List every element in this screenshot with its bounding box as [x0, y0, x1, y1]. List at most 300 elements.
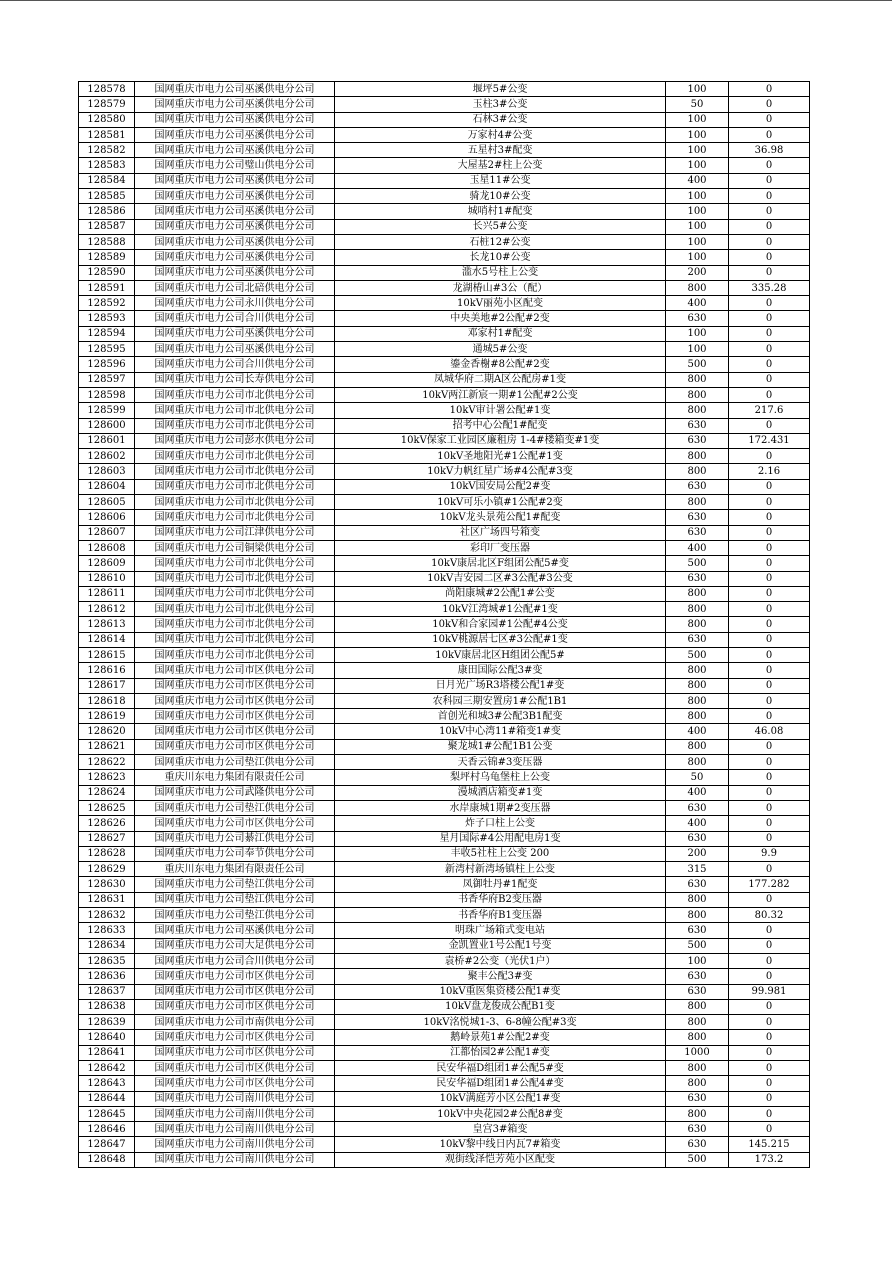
table-row [79, 173, 810, 188]
transformer-name-cell: 书香华府B1变压器 [335, 908, 666, 923]
row-id-cell: 128615 [79, 647, 135, 662]
table-row [79, 617, 810, 632]
capacity-cell: 100 [666, 82, 729, 97]
table-row [79, 969, 810, 984]
table-row [79, 877, 810, 892]
transformer-name-cell: 通城5#公变 [335, 342, 666, 357]
value-cell: 0 [729, 1045, 810, 1060]
capacity-cell: 630 [666, 984, 729, 999]
company-cell: 国网重庆市电力公司市北供电分公司 [135, 571, 335, 586]
capacity-cell: 800 [666, 1061, 729, 1076]
capacity-cell: 800 [666, 678, 729, 693]
row-id-cell: 128642 [79, 1061, 135, 1076]
company-cell: 国网重庆市电力公司武隆供电分公司 [135, 785, 335, 800]
value-cell: 0 [729, 479, 810, 494]
capacity-cell: 100 [666, 127, 729, 142]
capacity-cell: 400 [666, 540, 729, 555]
value-cell: 145.215 [729, 1137, 810, 1152]
value-cell: 0 [729, 632, 810, 647]
table-row [79, 1122, 810, 1137]
company-cell: 国网重庆市电力公司市区供电分公司 [135, 1061, 335, 1076]
company-cell: 国网重庆市电力公司彭水供电分公司 [135, 433, 335, 448]
transformer-name-cell: 10kV黎中线日内瓦7#箱变 [335, 1137, 666, 1152]
table-row [79, 1015, 810, 1030]
table-row [79, 647, 810, 662]
row-id-cell: 128585 [79, 189, 135, 204]
transformer-name-cell: 10kV桃源居七区#3公配#1变 [335, 632, 666, 647]
value-cell: 0 [729, 387, 810, 402]
row-id-cell: 128635 [79, 953, 135, 968]
value-cell: 0 [729, 219, 810, 234]
value-cell: 0 [729, 1061, 810, 1076]
transformer-name-cell: 日月光广场R3塔楼公配1#变 [335, 678, 666, 693]
company-cell: 国网重庆市电力公司南川供电分公司 [135, 1091, 335, 1106]
row-id-cell: 128644 [79, 1091, 135, 1106]
row-id-cell: 128621 [79, 739, 135, 754]
transformer-name-cell: 10kV吉安园二区#3公配#3公变 [335, 571, 666, 586]
capacity-cell: 800 [666, 1076, 729, 1091]
row-id-cell: 128607 [79, 525, 135, 540]
value-cell: 0 [729, 158, 810, 173]
capacity-cell: 800 [666, 617, 729, 632]
value-cell: 0 [729, 357, 810, 372]
table-row [79, 204, 810, 219]
transformer-name-cell: 万家村4#公变 [335, 127, 666, 142]
capacity-cell: 800 [666, 709, 729, 724]
table-row [79, 602, 810, 617]
capacity-cell: 800 [666, 387, 729, 402]
transformer-name-cell: 10kV江湾城#1公配#1变 [335, 602, 666, 617]
row-id-cell: 128633 [79, 923, 135, 938]
company-cell: 国网重庆市电力公司市北供电分公司 [135, 556, 335, 571]
row-id-cell: 128610 [79, 571, 135, 586]
row-id-cell: 128632 [79, 908, 135, 923]
table-row [79, 112, 810, 127]
transformer-name-cell: 滥水5号柱上公变 [335, 265, 666, 280]
row-id-cell: 128614 [79, 632, 135, 647]
value-cell: 0 [729, 693, 810, 708]
row-id-cell: 128639 [79, 1015, 135, 1030]
company-cell: 国网重庆市电力公司巫溪供电分公司 [135, 112, 335, 127]
value-cell: 0 [729, 250, 810, 265]
value-cell: 177.282 [729, 877, 810, 892]
value-cell: 0 [729, 800, 810, 815]
value-cell: 0 [729, 189, 810, 204]
capacity-cell: 1000 [666, 1045, 729, 1060]
row-id-cell: 128631 [79, 892, 135, 907]
capacity-cell: 630 [666, 433, 729, 448]
company-cell: 国网重庆市电力公司市区供电分公司 [135, 693, 335, 708]
transformer-name-cell: 10kV盘龙俊成公配B1变 [335, 999, 666, 1014]
capacity-cell: 800 [666, 1030, 729, 1045]
transformer-name-cell: 骑龙10#公变 [335, 189, 666, 204]
capacity-cell: 100 [666, 342, 729, 357]
value-cell: 0 [729, 311, 810, 326]
table-row [79, 770, 810, 785]
company-cell: 国网重庆市电力公司合川供电分公司 [135, 357, 335, 372]
value-cell: 0 [729, 1091, 810, 1106]
company-cell: 国网重庆市电力公司合川供电分公司 [135, 311, 335, 326]
company-cell: 国网重庆市电力公司巫溪供电分公司 [135, 189, 335, 204]
company-cell: 国网重庆市电力公司市北供电分公司 [135, 632, 335, 647]
transformer-name-cell: 皇宫3#箱变 [335, 1122, 666, 1137]
capacity-cell: 500 [666, 556, 729, 571]
row-id-cell: 128593 [79, 311, 135, 326]
row-id-cell: 128587 [79, 219, 135, 234]
table-row [79, 387, 810, 402]
company-cell: 国网重庆市电力公司市北供电分公司 [135, 387, 335, 402]
table-row [79, 143, 810, 158]
transformer-name-cell: 尚阳康城#2公配1#公变 [335, 586, 666, 601]
capacity-cell: 800 [666, 908, 729, 923]
capacity-cell: 800 [666, 586, 729, 601]
capacity-cell: 630 [666, 831, 729, 846]
capacity-cell: 500 [666, 938, 729, 953]
capacity-cell: 800 [666, 999, 729, 1014]
row-id-cell: 128630 [79, 877, 135, 892]
table-row [79, 219, 810, 234]
transformer-name-cell: 农科园三期安置房1#公配1B1 [335, 693, 666, 708]
capacity-cell: 630 [666, 571, 729, 586]
company-cell: 国网重庆市电力公司市北供电分公司 [135, 464, 335, 479]
row-id-cell: 128634 [79, 938, 135, 953]
row-id-cell: 128636 [79, 969, 135, 984]
transformer-name-cell: 中央美地#2公配#2变 [335, 311, 666, 326]
table-row [79, 250, 810, 265]
value-cell: 0 [729, 510, 810, 525]
company-cell: 国网重庆市电力公司巫溪供电分公司 [135, 342, 335, 357]
capacity-cell: 630 [666, 510, 729, 525]
capacity-cell: 630 [666, 525, 729, 540]
value-cell: 80.32 [729, 908, 810, 923]
value-cell: 335.28 [729, 280, 810, 295]
company-cell: 国网重庆市电力公司市北供电分公司 [135, 617, 335, 632]
transformer-name-cell: 10kV可乐小镇#1公配#2变 [335, 495, 666, 510]
company-cell: 国网重庆市电力公司铜梁供电分公司 [135, 540, 335, 555]
row-id-cell: 128643 [79, 1076, 135, 1091]
transformer-name-cell: 明珠广场箱式变电站 [335, 923, 666, 938]
row-id-cell: 128608 [79, 540, 135, 555]
transformer-name-cell: 10kV中心湾11#箱变1#变 [335, 724, 666, 739]
company-cell: 国网重庆市电力公司巫溪供电分公司 [135, 127, 335, 142]
value-cell: 0 [729, 785, 810, 800]
capacity-cell: 800 [666, 495, 729, 510]
transformer-name-cell: 石桩12#公变 [335, 234, 666, 249]
table-row [79, 540, 810, 555]
transformer-name-cell: 袁桥#2公变（光伏1户） [335, 953, 666, 968]
value-cell: 172.431 [729, 433, 810, 448]
row-id-cell: 128594 [79, 326, 135, 341]
transformer-name-cell: 江都怡园2#公配1#变 [335, 1045, 666, 1060]
company-cell: 国网重庆市电力公司合川供电分公司 [135, 953, 335, 968]
table-body [79, 82, 810, 1168]
company-cell: 国网重庆市电力公司巫溪供电分公司 [135, 204, 335, 219]
transformer-name-cell: 梨坪村乌龟堡柱上公变 [335, 770, 666, 785]
table-row [79, 892, 810, 907]
transformer-name-cell: 10kV国安局公配2#变 [335, 479, 666, 494]
transformer-name-cell: 鹅岭景苑1#公配2#变 [335, 1030, 666, 1045]
table-row [79, 908, 810, 923]
row-id-cell: 128648 [79, 1152, 135, 1167]
value-cell: 9.9 [729, 846, 810, 861]
table-row [79, 372, 810, 387]
transformer-name-cell: 社区广场四号箱变 [335, 525, 666, 540]
value-cell: 0 [729, 525, 810, 540]
row-id-cell: 128647 [79, 1137, 135, 1152]
transformer-name-cell: 漫城酒店箱变#1变 [335, 785, 666, 800]
value-cell: 0 [729, 495, 810, 510]
value-cell: 0 [729, 709, 810, 724]
table-row [79, 403, 810, 418]
transformer-name-cell: 炸子口柱上公变 [335, 816, 666, 831]
capacity-cell: 800 [666, 280, 729, 295]
table-row [79, 862, 810, 877]
table-row [79, 556, 810, 571]
value-cell: 0 [729, 1076, 810, 1091]
capacity-cell: 400 [666, 296, 729, 311]
company-cell: 国网重庆市电力公司市区供电分公司 [135, 1045, 335, 1060]
value-cell: 0 [729, 1030, 810, 1045]
company-cell: 国网重庆市电力公司大足供电分公司 [135, 938, 335, 953]
value-cell: 0 [729, 923, 810, 938]
capacity-cell: 100 [666, 204, 729, 219]
transformer-name-cell: 10kV和合家园#1公配#4公变 [335, 617, 666, 632]
capacity-cell: 200 [666, 846, 729, 861]
table-row [79, 510, 810, 525]
row-id-cell: 128629 [79, 862, 135, 877]
row-id-cell: 128600 [79, 418, 135, 433]
company-cell: 国网重庆市电力公司巫溪供电分公司 [135, 234, 335, 249]
company-cell: 国网重庆市电力公司市区供电分公司 [135, 999, 335, 1014]
row-id-cell: 128605 [79, 495, 135, 510]
row-id-cell: 128640 [79, 1030, 135, 1045]
table-row [79, 495, 810, 510]
table-row [79, 984, 810, 999]
value-cell: 0 [729, 831, 810, 846]
transformer-name-cell: 城哨村1#配变 [335, 204, 666, 219]
company-cell: 国网重庆市电力公司市北供电分公司 [135, 647, 335, 662]
capacity-cell: 50 [666, 770, 729, 785]
transformer-name-cell: 玉柱3#公变 [335, 97, 666, 112]
capacity-cell: 500 [666, 647, 729, 662]
transformer-name-cell: 金凯置业1号公配1号变 [335, 938, 666, 953]
transformer-name-cell: 星月国际#4公用配电房1变 [335, 831, 666, 846]
value-cell: 0 [729, 663, 810, 678]
value-cell: 0 [729, 326, 810, 341]
capacity-cell: 630 [666, 1122, 729, 1137]
capacity-cell: 100 [666, 219, 729, 234]
transformer-name-cell: 石林3#公变 [335, 112, 666, 127]
table-row [79, 82, 810, 97]
company-cell: 国网重庆市电力公司巫溪供电分公司 [135, 923, 335, 938]
capacity-cell: 800 [666, 892, 729, 907]
company-cell: 重庆川东电力集团有限责任公司 [135, 862, 335, 877]
capacity-cell: 50 [666, 97, 729, 112]
table-row [79, 678, 810, 693]
capacity-cell: 800 [666, 1106, 729, 1121]
row-id-cell: 128606 [79, 510, 135, 525]
value-cell: 0 [729, 82, 810, 97]
value-cell: 0 [729, 127, 810, 142]
company-cell: 国网重庆市电力公司垫江供电分公司 [135, 800, 335, 815]
table-row [79, 449, 810, 464]
value-cell: 0 [729, 816, 810, 831]
company-cell: 重庆川东电力集团有限责任公司 [135, 770, 335, 785]
capacity-cell: 800 [666, 693, 729, 708]
row-id-cell: 128646 [79, 1122, 135, 1137]
company-cell: 国网重庆市电力公司长寿供电分公司 [135, 372, 335, 387]
table-row [79, 433, 810, 448]
table-row [79, 1030, 810, 1045]
row-id-cell: 128617 [79, 678, 135, 693]
value-cell: 0 [729, 372, 810, 387]
transformer-name-cell: 10kV中央花园2#公配8#变 [335, 1106, 666, 1121]
company-cell: 国网重庆市电力公司市区供电分公司 [135, 984, 335, 999]
company-cell: 国网重庆市电力公司南川供电分公司 [135, 1106, 335, 1121]
transformer-name-cell: 聚丰公配3#变 [335, 969, 666, 984]
company-cell: 国网重庆市电力公司巫溪供电分公司 [135, 219, 335, 234]
page-top-rule [0, 0, 892, 1]
value-cell: 0 [729, 770, 810, 785]
row-id-cell: 128595 [79, 342, 135, 357]
transformer-name-cell: 丰收5社柱上公变 200 [335, 846, 666, 861]
transformer-name-cell: 招考中心公配1#配变 [335, 418, 666, 433]
row-id-cell: 128638 [79, 999, 135, 1014]
row-id-cell: 128624 [79, 785, 135, 800]
table-row [79, 1045, 810, 1060]
transformer-name-cell: 10kV康居北区F组团公配5#变 [335, 556, 666, 571]
row-id-cell: 128602 [79, 449, 135, 464]
table-row [79, 342, 810, 357]
transformer-name-cell: 长兴5#公变 [335, 219, 666, 234]
company-cell: 国网重庆市电力公司巫溪供电分公司 [135, 82, 335, 97]
company-cell: 国网重庆市电力公司北碚供电分公司 [135, 280, 335, 295]
transformer-name-cell: 观街线泽恺芳苑小区配变 [335, 1152, 666, 1167]
table-row [79, 663, 810, 678]
company-cell: 国网重庆市电力公司市区供电分公司 [135, 969, 335, 984]
transformer-name-cell: 新湾村新湾场镇柱上公变 [335, 862, 666, 877]
transformer-name-cell: 凤城华府二期A区公配房#1变 [335, 372, 666, 387]
table-row [79, 1137, 810, 1152]
row-id-cell: 128580 [79, 112, 135, 127]
transformer-name-cell: 水岸康城1期#2变压器 [335, 800, 666, 815]
capacity-cell: 800 [666, 663, 729, 678]
table-row [79, 586, 810, 601]
capacity-cell: 630 [666, 923, 729, 938]
value-cell: 99.981 [729, 984, 810, 999]
company-cell: 国网重庆市电力公司市北供电分公司 [135, 449, 335, 464]
table-row [79, 953, 810, 968]
table-row [79, 571, 810, 586]
value-cell: 0 [729, 755, 810, 770]
capacity-cell: 100 [666, 158, 729, 173]
capacity-cell: 400 [666, 724, 729, 739]
value-cell: 0 [729, 418, 810, 433]
table-row [79, 1106, 810, 1121]
value-cell: 0 [729, 938, 810, 953]
row-id-cell: 128618 [79, 693, 135, 708]
row-id-cell: 128588 [79, 234, 135, 249]
capacity-cell: 500 [666, 357, 729, 372]
row-id-cell: 128609 [79, 556, 135, 571]
value-cell: 36.98 [729, 143, 810, 158]
table-row [79, 311, 810, 326]
transformer-name-cell: 堰坪5#公变 [335, 82, 666, 97]
row-id-cell: 128627 [79, 831, 135, 846]
transformer-name-cell: 10kV洺悦城1-3、6-8幢公配#3变 [335, 1015, 666, 1030]
row-id-cell: 128589 [79, 250, 135, 265]
table-row [79, 709, 810, 724]
transformer-name-cell: 10kV两江新宸一期#1公配#2公变 [335, 387, 666, 402]
capacity-cell: 630 [666, 800, 729, 815]
company-cell: 国网重庆市电力公司垫江供电分公司 [135, 908, 335, 923]
capacity-cell: 800 [666, 1015, 729, 1030]
table-row [79, 525, 810, 540]
table-row [79, 265, 810, 280]
company-cell: 国网重庆市电力公司市区供电分公司 [135, 678, 335, 693]
value-cell: 0 [729, 602, 810, 617]
capacity-cell: 400 [666, 816, 729, 831]
transformer-name-cell: 10kV康居北区H组团公配5# [335, 647, 666, 662]
company-cell: 国网重庆市电力公司市区供电分公司 [135, 816, 335, 831]
capacity-cell: 100 [666, 250, 729, 265]
company-cell: 国网重庆市电力公司垫江供电分公司 [135, 877, 335, 892]
table-row [79, 831, 810, 846]
value-cell: 46.08 [729, 724, 810, 739]
value-cell: 173.2 [729, 1152, 810, 1167]
company-cell: 国网重庆市电力公司市北供电分公司 [135, 586, 335, 601]
company-cell: 国网重庆市电力公司市北供电分公司 [135, 602, 335, 617]
table-row [79, 296, 810, 311]
transformer-name-cell: 民安华福D组团1#公配4#变 [335, 1076, 666, 1091]
row-id-cell: 128613 [79, 617, 135, 632]
table-row [79, 755, 810, 770]
company-cell: 国网重庆市电力公司綦江供电分公司 [135, 831, 335, 846]
transformer-name-cell: 首创光和城3#公配3B1配变 [335, 709, 666, 724]
table-row [79, 800, 810, 815]
company-cell: 国网重庆市电力公司巫溪供电分公司 [135, 173, 335, 188]
row-id-cell: 128584 [79, 173, 135, 188]
capacity-cell: 630 [666, 877, 729, 892]
value-cell: 0 [729, 112, 810, 127]
company-cell: 国网重庆市电力公司垫江供电分公司 [135, 755, 335, 770]
value-cell: 0 [729, 173, 810, 188]
capacity-cell: 800 [666, 372, 729, 387]
table-row [79, 280, 810, 295]
transformer-name-cell: 鎏金香榭#8公配#2变 [335, 357, 666, 372]
table-row [79, 326, 810, 341]
value-cell: 0 [729, 586, 810, 601]
transformer-name-cell: 玉星11#公变 [335, 173, 666, 188]
row-id-cell: 128590 [79, 265, 135, 280]
table-row [79, 938, 810, 953]
company-cell: 国网重庆市电力公司市北供电分公司 [135, 403, 335, 418]
capacity-cell: 630 [666, 1091, 729, 1106]
row-id-cell: 128582 [79, 143, 135, 158]
row-id-cell: 128611 [79, 586, 135, 601]
row-id-cell: 128626 [79, 816, 135, 831]
company-cell: 国网重庆市电力公司垫江供电分公司 [135, 892, 335, 907]
capacity-cell: 630 [666, 479, 729, 494]
row-id-cell: 128620 [79, 724, 135, 739]
company-cell: 国网重庆市电力公司市区供电分公司 [135, 663, 335, 678]
transformer-data-table [78, 81, 810, 1168]
capacity-cell: 800 [666, 755, 729, 770]
value-cell: 0 [729, 1122, 810, 1137]
company-cell: 国网重庆市电力公司江津供电分公司 [135, 525, 335, 540]
value-cell: 0 [729, 265, 810, 280]
table-row [79, 234, 810, 249]
